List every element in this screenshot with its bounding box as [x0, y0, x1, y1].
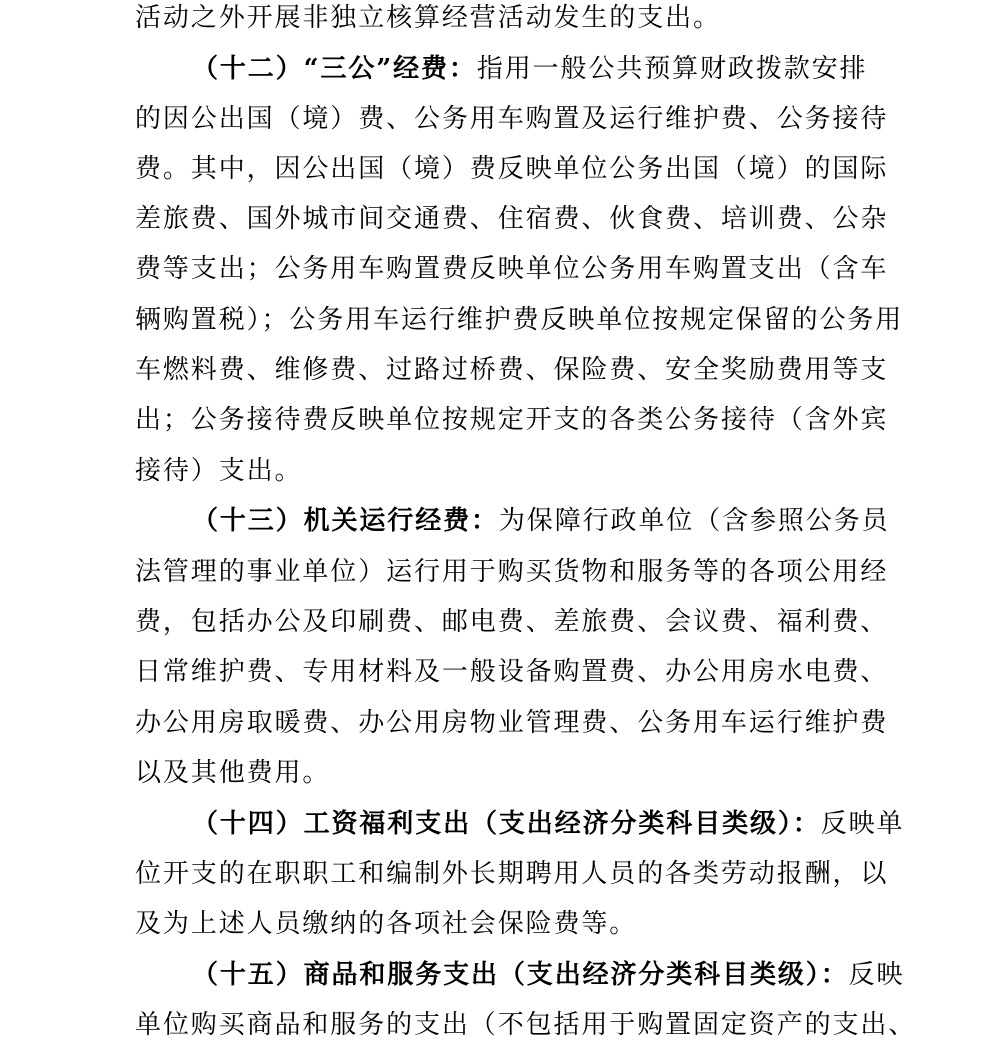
text-line: 出；公务接待费反映单位按规定开支的各类公务接待（含外宾	[135, 405, 889, 435]
text-line: 差旅费、国外城市间交通费、住宿费、伙食费、培训费、公杂	[135, 204, 889, 234]
section-heading: （十五）商品和服务支出（支出经济分类科目类级）：	[192, 960, 849, 990]
section-12-line	[192, 54, 867, 84]
text-line: 活动之外开展非独立核算经营活动发生的支出。	[135, 3, 721, 33]
text-line: 以及其他费用。	[135, 758, 331, 788]
section-heading: （十三）机关运行经费：	[192, 506, 499, 536]
text-line: 接待）支出。	[135, 456, 303, 486]
text-line: 费，包括办公及印刷费、邮电费、差旅费、会议费、福利费、	[135, 607, 889, 637]
section-text: 反映单	[820, 809, 905, 839]
text-line: 费。其中，因公出国（境）费反映单位公务出国（境）的国际	[135, 154, 889, 184]
text-line: 费等支出；公务用车购置费反映单位公务用车购置支出（含车	[135, 254, 889, 284]
text-line: 及为上述人员缴纳的各项社会保险费等。	[135, 909, 638, 939]
text-line: 单位购买商品和服务的支出（不包括用于购置固定资产的支出、	[135, 1010, 917, 1040]
section-heading: （十二）“三公”经费：	[192, 54, 477, 84]
section-14-line	[192, 809, 904, 839]
section-text: 为保障行政单位（含参照公务员	[498, 506, 890, 536]
text-line: 日常维护费、专用材料及一般设备购置费、办公用房水电费、	[135, 657, 889, 687]
text-line: 办公用房取暖费、办公用房物业管理费、公务用车运行维护费	[135, 708, 889, 738]
text-line: 位开支的在职职工和编制外长期聘用人员的各类劳动报酬，以	[135, 859, 889, 889]
section-13-line	[192, 506, 890, 536]
text-line: 法管理的事业单位）运行用于购买货物和服务等的各项公用经	[135, 557, 889, 587]
section-15-line	[192, 960, 904, 990]
section-text: 反映	[848, 960, 905, 990]
text-line: 的因公出国（境）费、公务用车购置及运行维护费、公务接待	[135, 104, 889, 134]
text-line: 车燃料费、维修费、过路过桥费、保险费、安全奖励费用等支	[135, 355, 889, 385]
section-text: 指用一般公共预算财政拨款安排	[476, 54, 868, 84]
section-heading: （十四）工资福利支出（支出经济分类科目类级）：	[192, 809, 821, 839]
text-line: 辆购置税）；公务用车运行维护费反映单位按规定保留的公务用	[135, 305, 904, 335]
